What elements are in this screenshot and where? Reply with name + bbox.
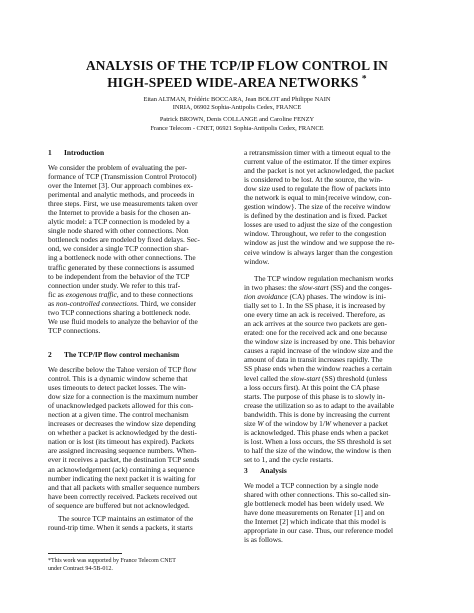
title-line-2: HIGH-SPEED WIDE-AREA NETWORKS *: [107, 74, 367, 90]
text-line: over the Internet [3]. Our approach combines ex-: [48, 181, 193, 191]
text-line: set to 1, and the cycle restarts.: [244, 454, 334, 464]
text-line: window.: [244, 256, 270, 266]
text-line: and the packet is not yet acknowledged, the packet: [244, 166, 395, 176]
text-line: crease the utilization so as to adapt to the available: [244, 400, 395, 410]
text-line: gle bottleneck model has been widely used. We: [244, 499, 385, 509]
text-line: three steps. First, we use measurements taken over: [48, 199, 198, 209]
text-line: dow size for a connection is the maximum number: [48, 392, 198, 402]
text-line: the network is equal to min{receive window, con-: [244, 193, 392, 203]
text-line: number indicating the next packet it is waiting for: [48, 473, 196, 483]
text-line: current value of the estimator. If the timer expires: [244, 157, 391, 167]
text-line: have been correctly received. Packets received out: [48, 491, 198, 501]
text-line: is acknowledged. This phase ends when a packet: [244, 427, 389, 437]
text-line: nection at a given time. The control mechanism: [48, 410, 189, 420]
paragraph-introduction: [48, 163, 234, 335]
paragraph-estimator: [48, 514, 234, 532]
text-line: as non-controlled connections. Third, we consider: [48, 298, 197, 308]
authors-inria: Eitan ALTMAN, Frédéric BOCCARA, Jean BOLOT and Philippe NAIN: [143, 96, 331, 103]
text-line: bottleneck nodes are modeled by fixed delays. Sec-: [48, 235, 200, 245]
authors-cnet: Patrick BROWN, Denis COLLANGE and Caroline FENZY: [159, 116, 315, 124]
text-line: control. This is a dynamic window scheme that: [48, 374, 188, 384]
paragraph-flow-control: [48, 365, 234, 510]
text-line: of unacknowledged packets allowed for this con-: [48, 401, 194, 411]
text-line: ing a bottleneck node with other connections. The: [48, 253, 196, 263]
text-line: TCP connections.: [48, 325, 101, 335]
text-line: tially set to 1. In the SS phase, it is increased by: [244, 301, 386, 311]
text-line: have done measurements on Renater [1] and on: [244, 508, 385, 518]
text-line: dow size used to regulate the flow of packets into: [244, 184, 391, 194]
text-line: an acknowledgement (ack) containing a sequence: [48, 464, 195, 474]
text-line: window as just the window and we suppose the re-: [244, 238, 395, 248]
text-line: one every time an ack is received. Therefore, as: [244, 310, 386, 320]
footnote-rule: [48, 553, 122, 554]
text-line: starts. The purpose of this phase is to slowly in-: [244, 391, 386, 401]
text-line: We model a TCP connection by a single node: [244, 481, 379, 490]
text-line: the Internet to provide a basis for the chosen an-: [48, 208, 191, 218]
text-line: We use fluid models to analyze the behavior of the: [48, 316, 198, 326]
text-line: is as follows.: [244, 535, 283, 545]
affiliation-cnet: France Telecom - CNET, 06921 Sophia-Antipolis Cedex, FRANCE: [150, 124, 324, 132]
section-heading-analysis: 3 Analysis: [244, 466, 287, 475]
text-line: We consider the problem of evaluating the per-: [48, 163, 188, 172]
text-line: appropriate in our case. Thus, our reference model: [244, 526, 394, 536]
text-line: nation or is lost (its timeout has expired). Packets: [48, 437, 194, 447]
text-line: to be independent from the behavior of the TCP: [48, 271, 190, 281]
text-line: and that all packets with smaller sequence numbers: [48, 482, 200, 492]
text-line: increases or decreases the window size depending: [48, 419, 196, 429]
paper-title: [40, 57, 434, 91]
text-line: of sequence are buffered but not acknowledged.: [48, 500, 190, 510]
text-line: ceive window is always larger than the congestion: [244, 247, 393, 257]
text-line: shared with other connections. This so-called sin-: [244, 490, 391, 500]
text-line: The source TCP maintains an estimator of the: [58, 514, 194, 523]
text-line: on whether a packet is acknowledged by the desti-: [48, 428, 197, 438]
text-line: is lost. When a loss occurs, the SS threshold is set: [244, 436, 392, 446]
text-line: connection under study. We refer to this traf-: [48, 280, 181, 290]
text-line: round-trip time. When it sends a packets, it starts: [48, 523, 193, 533]
text-line: ever it receives a packet, the destination TCP sends: [48, 455, 200, 465]
footnote: [48, 558, 234, 573]
title-line-1: ANALYSIS OF THE TCP/IP FLOW CONTROL IN: [86, 58, 388, 73]
text-line: a loss occurs first). At this point the CA phase: [244, 382, 380, 392]
text-line: in two phases: the slow-start (SS) and the conges-: [244, 283, 392, 293]
text-line: a retransmission timer with a timeout equal to the: [244, 148, 391, 157]
text-line: to half the size of the window, the window is then: [244, 445, 392, 455]
text-line: is considered to be lost. At the source, the win-: [244, 175, 383, 185]
footnote-line-1: *This work was supported by France Telecom CNET: [48, 558, 176, 564]
text-line: size W of the window by 1/W whenever a packet: [244, 418, 388, 428]
text-line: The TCP window regulation mechanism works: [254, 274, 394, 283]
text-line: ond, we consider a single TCP connection shar-: [48, 244, 189, 254]
text-line: single node shared with other connections. Non: [48, 226, 189, 236]
text-line: bandwidth. This is done by increasing the current: [244, 409, 391, 419]
text-line: are assigned increasing sequence numbers. When-: [48, 446, 197, 456]
text-line: uses timeouts to detect packet losses. The win-: [48, 383, 187, 393]
paragraph-window-regulation: [244, 274, 434, 464]
text-line: traffic generated by these connections is assumed: [48, 262, 194, 272]
text-line: is defined by the destination and is fixed. Packet: [244, 211, 388, 221]
text-line: formance of TCP (Transmission Control Protocol): [48, 172, 197, 182]
text-line: the window size is increased by one. This behavior: [244, 337, 395, 347]
paragraph-analysis: [244, 481, 434, 544]
text-line: amount of data in transit increases rapidly. The: [244, 355, 383, 365]
text-line: window. Throughout, we refer to the congestion: [244, 229, 387, 239]
text-line: level called the slow-start (SS) threshold (unless: [244, 373, 388, 383]
text-line: two TCP connections sharing a bottleneck node.: [48, 307, 191, 317]
text-line: We describe below the Tahoe version of TCP flow: [48, 365, 197, 374]
section-heading-introduction: 1 Introduction: [48, 148, 105, 157]
footnote-line-2: under Contract 94-5B-012.: [48, 565, 113, 572]
affiliation-inria: INRIA, 06902 Sophia-Antipolis Cedex, FRANCE: [172, 104, 302, 112]
text-line: alytic model: a TCP connection is modeled by a: [48, 217, 190, 227]
text-line: erated: one for the received ack and one because: [244, 328, 388, 338]
title-footnote-mark: *: [361, 74, 367, 85]
paragraph-retransmission: [244, 148, 434, 266]
text-line: an ack arrives at the source two packets are gen-: [244, 319, 388, 329]
text-line: the Internet [2] which indicate that this model is: [244, 517, 387, 527]
section-heading-flow-control: 2 The TCP/IP flow control mechanism: [48, 350, 180, 359]
text-line: perimental and analytic methods, and proceeds in: [48, 190, 195, 200]
text-line: causes a rapid increase of the window size and the: [244, 346, 393, 356]
text-line: gestion window}. The size of the receive window: [244, 202, 391, 212]
author-block: [40, 96, 434, 133]
text-line: SS phase ends when the window reaches a certain: [244, 364, 392, 374]
text-line: tion avoidance (CA) phases. The window is ini-: [244, 292, 386, 302]
text-line: losses are used to adjust the size of the congestion: [244, 220, 392, 230]
text-line: fic as exogenous traffic, and to these connections: [48, 289, 193, 299]
